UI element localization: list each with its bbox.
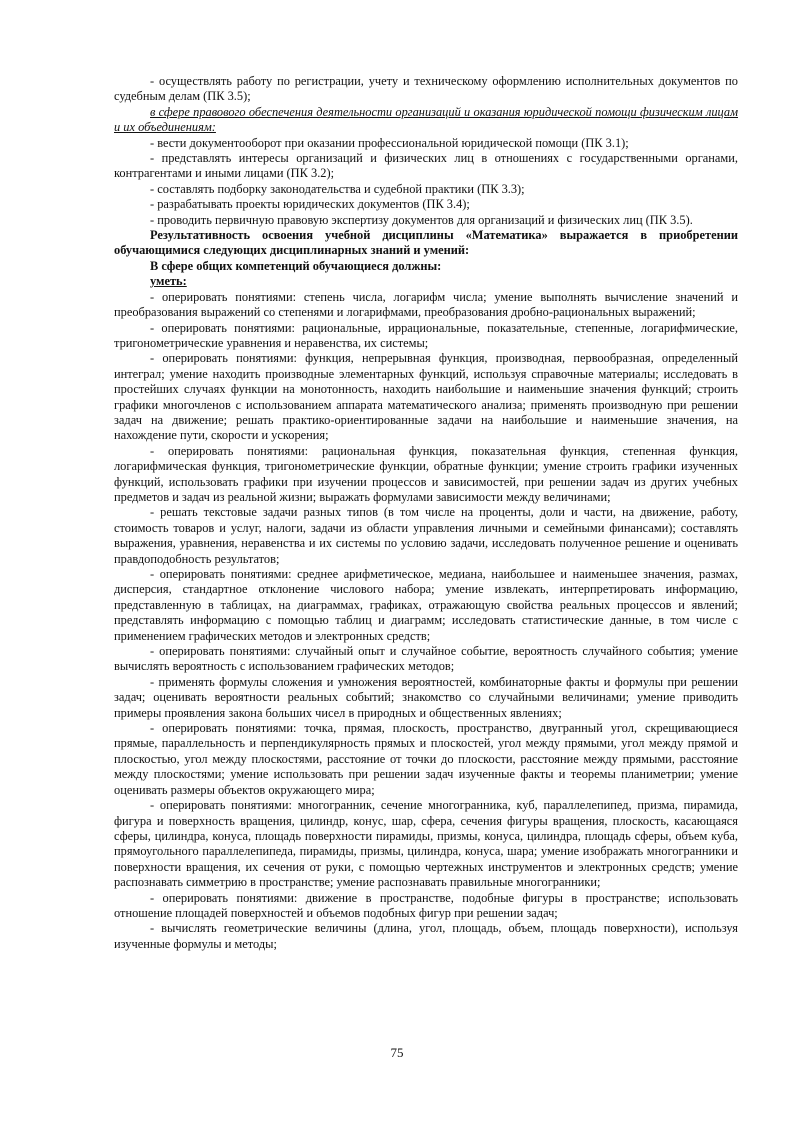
list-item: - оперировать понятиями: случайный опыт и случайное событие, вероятность случайного события; умение вычислять вероятность с использованием графических методов; bbox=[114, 644, 738, 674]
list-item: - решать текстовые задачи разных типов (в том числе на проценты, доли и части, на движение, работу, стоимость товаров и услуг, налоги, задачи из области управления личными и семейными финансами); составлять выражения, уравнения, неравенства и их системы по условию задачи, исследовать полученное решение и оценивать правдоподобность результатов; bbox=[114, 505, 738, 566]
paragraph: - вести документооборот при оказании профессиональной юридической помощи (ПК 3.1); bbox=[150, 135, 629, 150]
list-item: - оперировать понятиями: многогранник, сечение многогранника, куб, параллелепипед, призма, пирамида, фигура и поверхность вращения, цилиндр, конус, шар, сфера, сечения фигуры вращения, плоскость, касающаяся сферы, цилиндра, конуса, площадь поверхности пирамиды, призмы, конуса, цилиндра, площадь сферы, объем куба, прямоугольного параллелепипеда, пирамиды, призмы, цилиндра, конуса, шара; умение изображать многогранники и поверхности вращения, их сечения от руки, с помощью чертежных инструментов и электронных средств; умение распознавать симметрию в пространстве; умение распознавать правильные многогранники; bbox=[114, 798, 738, 890]
page-number: 75 bbox=[390, 1045, 404, 1060]
general-competencies-heading: В сфере общих компетенций обучающиеся должны: bbox=[150, 258, 442, 273]
list-item: - оперировать понятиями: рациональные, иррациональные, показательные, степенные, логарифмические, тригонометрические уравнения и неравенства, их системы; bbox=[114, 320, 738, 350]
paragraph: - осуществлять работу по регистрации, учету и техническому оформлению исполнительных документов по судебным делам (ПК 3.5); bbox=[114, 74, 738, 104]
list-item: - оперировать понятиями: среднее арифметическое, медиана, наибольшее и наименьшее значения, размах, дисперсия, стандартное отклонение числового набора; умение извлекать, интерпретировать информацию, представленную в таблицах, на диаграммах, графиках, отражающую свойства реальных процессов и явлений; представлять информацию с помощью таблиц и диаграмм; исследовать статистические данные, в том числе с применением графических методов и электронных средств; bbox=[114, 567, 738, 643]
paragraph: - разрабатывать проекты юридических документов (ПК 3.4); bbox=[150, 197, 470, 212]
document-page bbox=[114, 74, 738, 952]
paragraph: - проводить первичную правовую экспертизу документов для организаций и физических лиц (ПК 3.5). bbox=[150, 212, 693, 227]
section-heading: в сфере правового обеспечения деятельности организаций и оказания юридической помощи физическим лицам и их объединениям: bbox=[114, 104, 738, 135]
paragraph: - представлять интересы организаций и физических лиц в отношениях с государственными органами, контрагентами и иными лицами (ПК 3.2); bbox=[114, 151, 738, 181]
list-item: - оперировать понятиями: движение в пространстве, подобные фигуры в пространстве; использовать отношение площадей поверхностей и объемов подобных фигур при решении задач; bbox=[114, 890, 738, 920]
list-item: - оперировать понятиями: точка, прямая, плоскость, пространство, двугранный угол, скрещивающиеся прямые, параллельность и перпендикулярность прямых и плоскостей, угол между прямыми, угол между прямой и плоскостью, угол между плоскостями, расстояние от точки до плоскости, расстояние между прямыми, расстояние между плоскостями; умение использовать при решении задач изученные факты и теоремы планиметрии; умение оценивать размеры объектов окружающего мира; bbox=[114, 721, 738, 797]
list-item: - применять формулы сложения и умножения вероятностей, комбинаторные факты и формулы при решении задач; оценивать вероятности реальных событий; знакомство со случайными величинами; умение приводить примеры проявления закона больших чисел в природных и общественных явлениях; bbox=[114, 674, 738, 720]
list-item: - оперировать понятиями: функция, непрерывная функция, производная, первообразная, определенный интеграл; умение находить производные элементарных функций, используя справочные материалы; исследовать в простейших случаях функции на монотонность, находить наибольшие и наименьшие значения функций; строить графики многочленов с использованием аппарата математического анализа; применять производную при решении задач на движение; решать практико-ориентированные задачи на наибольшие и наименьшие значения, на нахождение пути, скорости и ускорения; bbox=[114, 351, 738, 443]
list-item: - вычислять геометрические величины (длина, угол, площадь, объем, площадь поверхности), используя изученные формулы и методы; bbox=[114, 921, 738, 951]
paragraph: - составлять подборку законодательства и судебной практики (ПК 3.3); bbox=[150, 181, 525, 196]
list-item: - оперировать понятиями: рациональная функция, показательная функция, степенная функция, логарифмическая функция, тригонометрические функции, обратные функции; умение строить графики изученных функций, использовать графики при изучении процессов и зависимостей, при решении задач из других учебных предметов и задач из реальной жизни; выражать формулами зависимости между величинами; bbox=[114, 443, 738, 504]
list-item: - оперировать понятиями: степень числа, логарифм числа; умение выполнять вычисление значений и преобразования выражений со степенями и логарифмами, преобразования дробно-рациональных выражений; bbox=[114, 289, 738, 320]
results-heading: Результативность освоения учебной дисциплины «Математика» выражается в приобретении обучающимися следующих дисциплинарных знаний и умений: bbox=[114, 228, 738, 258]
skills-heading: уметь: bbox=[150, 274, 187, 289]
